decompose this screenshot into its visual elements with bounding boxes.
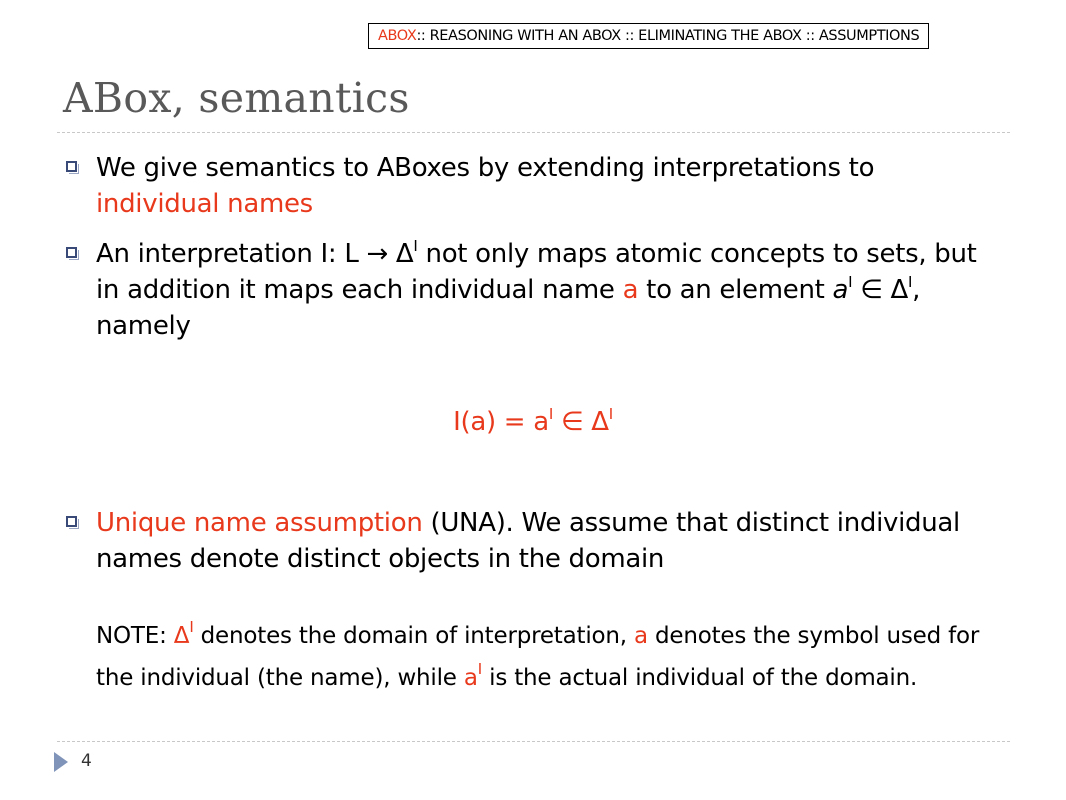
triangle-arrow-icon (54, 752, 68, 772)
bullet-text: An interpretation I: $L \to \Delta^I$ not only maps atomic concepts to sets, but in addition it maps each individual name a to an element $a^I$ ∈ $\Delta^I$, namely (96, 237, 977, 341)
bullet-item (66, 505, 960, 574)
highlight-text: individual names (96, 189, 313, 219)
checkbox-bullet-icon (66, 247, 77, 258)
breadcrumb-current[interactable]: ABOX (378, 28, 417, 44)
checkbox-bullet-icon (66, 516, 77, 527)
footer-divider (57, 741, 1010, 742)
bullet-item (66, 236, 977, 341)
breadcrumb (368, 23, 929, 49)
title-divider (57, 132, 1010, 133)
breadcrumb-path[interactable]: :: REASONING WITH AN ABOX :: ELIMINATING THE ABOX :: ASSUMPTIONS (416, 28, 920, 44)
highlight-text: Unique name assumption (96, 508, 423, 538)
bullet-text: We give semantics to ABoxes by extending interpretations to individual names (96, 153, 875, 219)
note-paragraph: NOTE: $\Delta^I$ denotes the domain of interpretation, a denotes the symbol used for the individual (the name), while $a^I$ is the actual individual of the domain. (96, 618, 980, 691)
slide-title: ABox, semantics (63, 74, 410, 122)
bullet-text: Unique name assumption (UNA). We assume that distinct individual names denote distinct objects in the domain (96, 508, 960, 574)
interpretation-formula: $I(a) = a^I$ ∈ $\Delta^I$ (453, 405, 613, 437)
bullet-item (66, 150, 875, 219)
checkbox-bullet-icon (66, 161, 77, 172)
page-number: 4 (81, 751, 92, 771)
